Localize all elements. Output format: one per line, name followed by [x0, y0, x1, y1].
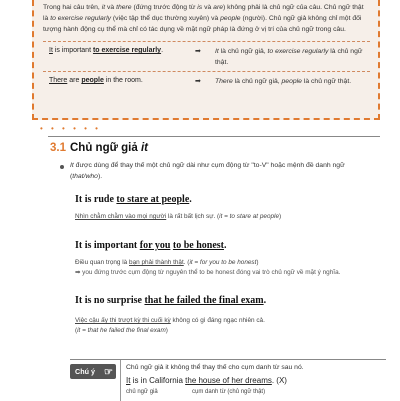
intro-paragraph [43, 2, 370, 35]
example-sentence [49, 47, 163, 54]
example-word: It [215, 48, 219, 55]
note-line: ➡ you đứng trước cụm động từ nguyên thể to be honest đóng vai trò chủ ngữ về mặt ý nghĩa. [75, 269, 341, 276]
example-sentence-3 [75, 295, 266, 306]
bullet-icon [60, 165, 64, 169]
note-label: Chú ý [75, 367, 95, 376]
example-word: There [49, 77, 68, 84]
section-title-text: it [140, 142, 148, 154]
note-sublabel-1: chủ ngữ giả [126, 389, 158, 395]
bullet-word: It [70, 162, 74, 169]
example-word: in the room. [103, 77, 143, 84]
sentence-word: to stare at people [116, 194, 190, 205]
translation-word: ) [279, 213, 282, 220]
translation-word: it = for you to be honest [189, 259, 257, 266]
example-explanation [215, 76, 375, 87]
translation-3b [75, 326, 168, 336]
sentence-word: is important [82, 240, 140, 251]
example-word: people [281, 78, 302, 85]
example-word: . [161, 47, 164, 54]
translation-word: ) [165, 327, 168, 334]
example-word: is important [52, 47, 93, 54]
intro-text: (đứng trước động từ [131, 4, 198, 11]
sentence-word: is no surprise [82, 295, 145, 306]
example-explanation [215, 46, 375, 68]
example-word: to exercise regularly [92, 47, 162, 54]
intro-text: và [202, 4, 214, 11]
example-row [43, 71, 370, 97]
note-divider [120, 360, 121, 401]
example-word: are [67, 77, 82, 84]
example-word: It [49, 47, 53, 54]
note-text: Chủ ngữ giả it không thể thay thế cho cụm danh từ sau nó. [126, 364, 304, 371]
arrow-icon: ➡ [195, 48, 201, 55]
translation-word: it = to stare at people [219, 213, 280, 220]
example-word: to exercise regularly [267, 48, 329, 55]
decorative-dots: • • • • • • [40, 124, 101, 133]
note-word: It [126, 376, 131, 385]
example-row [43, 41, 370, 67]
translation-word: Việc cậu ấy thi trượt kỳ thi cuối kỳ [75, 317, 171, 324]
sentence-word: that he failed the final exam [144, 295, 264, 306]
sentence-word: It [75, 295, 83, 306]
sentence-word: . [189, 194, 192, 205]
intro-text: (việc tập thể dục thường xuyên) và [111, 15, 221, 22]
section-title [50, 142, 148, 154]
sentence-word: It [75, 240, 83, 251]
section-title-text: Chủ ngữ giả [70, 142, 141, 154]
sentence-word: for you [139, 240, 171, 251]
translation-word: bạn phải thành thật [129, 259, 184, 266]
arrow-icon: ➡ [195, 78, 201, 85]
bullet-word: ). [97, 173, 103, 180]
translation-3 [75, 316, 265, 326]
bullet-word: that/who [72, 173, 98, 180]
example-word: là chủ ngữ thật. [215, 48, 363, 66]
example-word: là chủ ngữ giả, [232, 78, 282, 85]
section-number: 3.1 [50, 142, 66, 154]
translation-word: ) [256, 259, 259, 266]
translation-word: không có gì đáng ngạc nhiên cả. [170, 317, 265, 324]
example-word: là chủ ngữ giả, [218, 48, 268, 55]
note-sublabel-2: cụm danh từ (chủ ngữ thật) [192, 389, 266, 395]
bullet-word: được dùng để thay thế một chủ ngữ dài như cụm động từ "to-V" hoặc mệnh đề danh ngữ ( [70, 162, 345, 180]
section-divider [48, 136, 380, 137]
example-sentence-2 [75, 240, 227, 251]
note-word: . (X) [271, 376, 287, 385]
intro-text: (người). Chủ ngữ giả không chỉ một đối tượng hành động cụ thể mà chỉ có tác dụng về mặt ngữ pháp là đứng ở vị trí của chủ ngữ trong câu. [43, 15, 362, 33]
sentence-word: . [224, 240, 227, 251]
example-sentence [49, 77, 143, 84]
explanation-box [32, 0, 380, 120]
intro-text: is [197, 4, 203, 11]
intro-text: ) không phải là chủ ngữ của câu. Chủ ngữ thật là [43, 4, 364, 22]
example-word: là chủ ngữ thật. [301, 78, 352, 85]
intro-text: to exercise regularly [50, 15, 112, 22]
intro-text: are [213, 4, 223, 11]
translation-2 [75, 258, 259, 268]
translation-word: là rất bất lịch sự. ( [166, 213, 220, 220]
sentence-word: is rude [82, 194, 117, 205]
sentence-word: It [75, 194, 83, 205]
intro-text: Trong hai câu trên, [43, 4, 102, 11]
intro-text: people [220, 15, 241, 22]
translation-word: it = that he failed the final exam [77, 327, 166, 334]
bullet-text [70, 160, 370, 182]
translation-word: Nhìn chằm chằm vào mọi người [75, 213, 167, 220]
translation-1 [75, 212, 281, 222]
sentence-word: . [263, 295, 267, 306]
translation-word: . ( [183, 259, 190, 266]
translation-word: Điều quan trọng là [75, 259, 130, 266]
note-box [70, 359, 386, 400]
note-word: is in California [130, 376, 186, 385]
example-sentence-1 [75, 194, 192, 205]
intro-text: there [116, 4, 132, 11]
note-tag [70, 364, 116, 379]
example-word: There [215, 78, 233, 85]
example-word: people [81, 77, 104, 84]
intro-text: và [105, 4, 117, 11]
note-example [126, 376, 287, 385]
sentence-word: to be honest [172, 240, 225, 251]
intro-text: it [101, 4, 106, 11]
translation-word: ( [75, 327, 78, 334]
pointing-hand-icon: ☞ [104, 367, 113, 378]
note-word: the house of her dreams [185, 376, 272, 385]
